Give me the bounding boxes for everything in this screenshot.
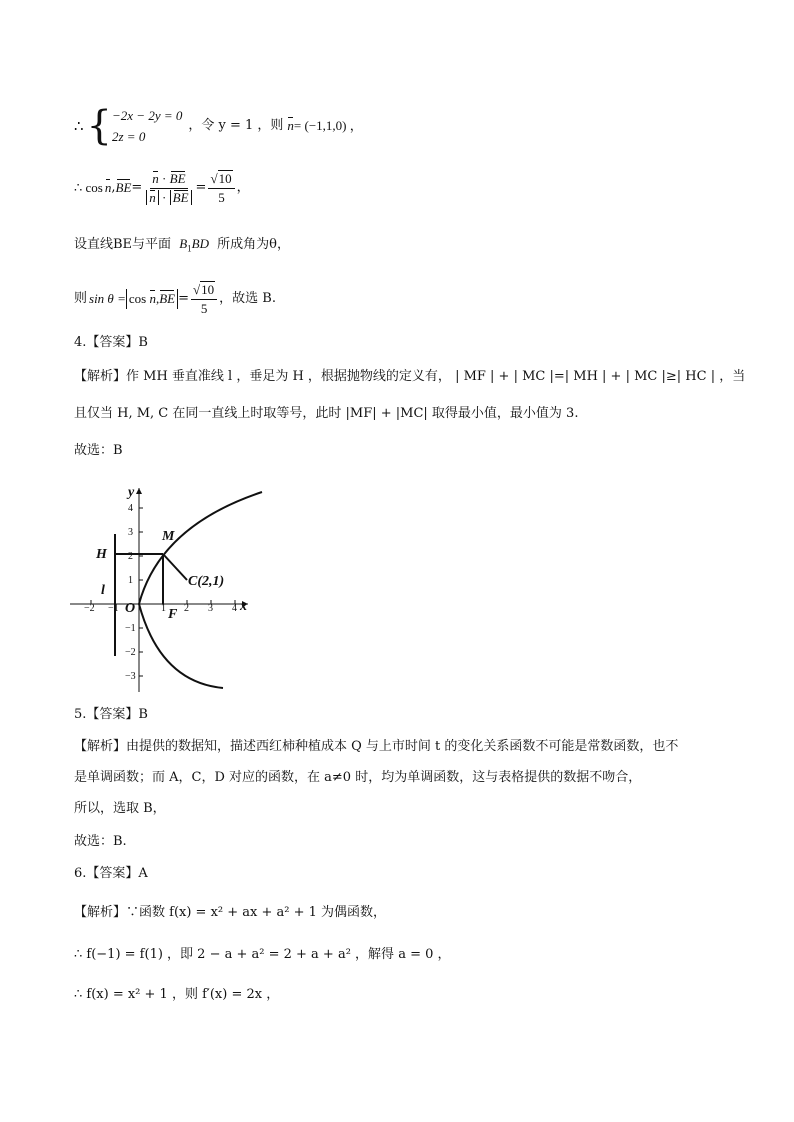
plane-sub: 1	[187, 243, 192, 254]
cos-comma: ,	[111, 180, 116, 195]
denominator-value: 5	[218, 189, 225, 205]
label-H: H	[96, 547, 107, 562]
sin-result-fraction: $\frac{√10}{5}$	[191, 281, 217, 318]
q6-analysis-line1: 【解析】∵函数 f(x) = x² + ax + a² + 1 为偶函数，	[74, 905, 387, 920]
result-fraction: $\frac{√10}{5}$	[208, 170, 234, 207]
y-tick-1: 1	[128, 575, 133, 586]
label-l: l	[101, 583, 105, 598]
cos-n: n	[105, 178, 112, 198]
num-be: BE	[169, 170, 186, 186]
q6-answer: 6.【答案】A	[74, 866, 148, 881]
sin-sqrt-value: 10	[201, 281, 215, 297]
abs-cos	[126, 289, 178, 309]
abs-n: n	[149, 289, 156, 309]
label-F: F	[168, 607, 178, 622]
equation-1: −2x − 2y = 0	[112, 108, 183, 123]
x-tick-neg2: −2	[84, 603, 95, 614]
cos-prefix: ∴ cos	[74, 180, 103, 195]
system-line	[74, 104, 363, 148]
abs-cos-text: cos	[128, 291, 147, 306]
abs-comma: ,	[155, 291, 160, 306]
cos-formula-line	[74, 163, 250, 213]
label-y: y	[128, 485, 135, 500]
abs-be: BE	[159, 289, 175, 309]
q5-analysis-line1: 【解析】由提供的数据知，描述西红柿种植成本 Q 与上市时间 t 的变化关系函数不可能是常数函数，也不	[74, 739, 679, 754]
comma-tail: ，	[236, 180, 250, 195]
num-n: n	[152, 170, 159, 186]
y-tick-neg1: −1	[125, 623, 136, 634]
y-tick-3: 3	[128, 527, 133, 538]
equals-sign: =	[131, 180, 143, 195]
q4-analysis-line2: 且仅当 H, M, C 在同一直线上时取等号，此时 |MF| + |MC| 取得最小值，最小值为 3.	[74, 406, 579, 421]
parabola-figure	[70, 482, 270, 694]
system-text: ，令 y = 1 ，则	[188, 118, 284, 133]
normal-vector-value: = (−1,1,0) ，	[293, 118, 363, 133]
q5-choice: 故选：B.	[74, 834, 127, 849]
plane-b1	[179, 236, 209, 254]
q5-answer: 5.【答案】B	[74, 707, 148, 722]
then-prefix: 则	[74, 291, 88, 306]
q4-choice: 故选：B	[74, 443, 123, 458]
cos-fraction	[144, 170, 193, 207]
num-dot: ·	[158, 170, 170, 186]
angle-tail: 所成角为θ，	[217, 237, 290, 252]
y-tick-4: 4	[128, 503, 133, 514]
therefore-symbol: ∴	[74, 117, 84, 135]
equation-2: 2z = 0	[112, 129, 146, 144]
q4-analysis-line1: 【解析】作 MH 垂直准线 l ，垂足为 H ，根据抛物线的定义有， | MF | + | MC |=| MH | + | MC |≥| HC | ，当	[74, 369, 746, 384]
equals-sign-2: =	[195, 180, 207, 195]
x-tick-3: 3	[208, 603, 213, 614]
y-tick-2: 2	[128, 551, 133, 562]
sin-theta: sin θ =	[89, 291, 126, 306]
parabola-curve	[139, 492, 262, 688]
label-O: O	[125, 601, 136, 616]
left-brace: {	[86, 103, 112, 149]
y-tick-neg2: −2	[125, 647, 136, 658]
q5-analysis-line3: 所以，选取 B，	[74, 801, 166, 816]
x-tick-2: 2	[184, 603, 189, 614]
plane-b: B	[179, 236, 188, 251]
cos-be: BE	[116, 178, 132, 198]
y-tick-neg3: −3	[125, 671, 136, 682]
q5-analysis-line2: 是单调函数；而 A，C，D 对应的函数，在 a≠0 时，均为单调函数，这与表格提供的数据不吻合，	[74, 770, 642, 785]
choose-b-tail: ，故选 B.	[219, 291, 276, 306]
normal-vector: n	[287, 116, 294, 136]
angle-text: 设直线BE与平面	[74, 237, 172, 252]
equation-system	[112, 105, 182, 147]
q4-answer: 4.【答案】B	[74, 335, 148, 350]
q6-analysis-line2: ∴ f(−1) = f(1) ，即 2 − a + a² = 2 + a + a² ，解得 a = 0 ，	[74, 947, 451, 962]
sin-denominator: 5	[200, 300, 208, 316]
segment-MC	[163, 554, 187, 580]
plane-bd: BD	[191, 236, 209, 251]
equals-sign-3: =	[178, 291, 189, 306]
label-x: x	[240, 599, 247, 614]
sqrt-value: 10	[218, 170, 232, 186]
x-tick-4: 4	[232, 603, 237, 614]
label-M: M	[162, 529, 175, 544]
den-be: BE	[172, 189, 189, 205]
x-tick-1: 1	[161, 603, 166, 614]
x-tick-neg1: −1	[108, 603, 119, 614]
angle-definition-line	[74, 234, 290, 259]
sin-formula-line	[74, 276, 276, 322]
label-C: C(2,1)	[188, 574, 225, 589]
den-n: n	[149, 189, 156, 205]
q6-analysis-line3: ∴ f(x) = x² + 1 ，则 f′(x) = 2x ，	[74, 987, 280, 1002]
den-dot: ·	[158, 189, 170, 205]
